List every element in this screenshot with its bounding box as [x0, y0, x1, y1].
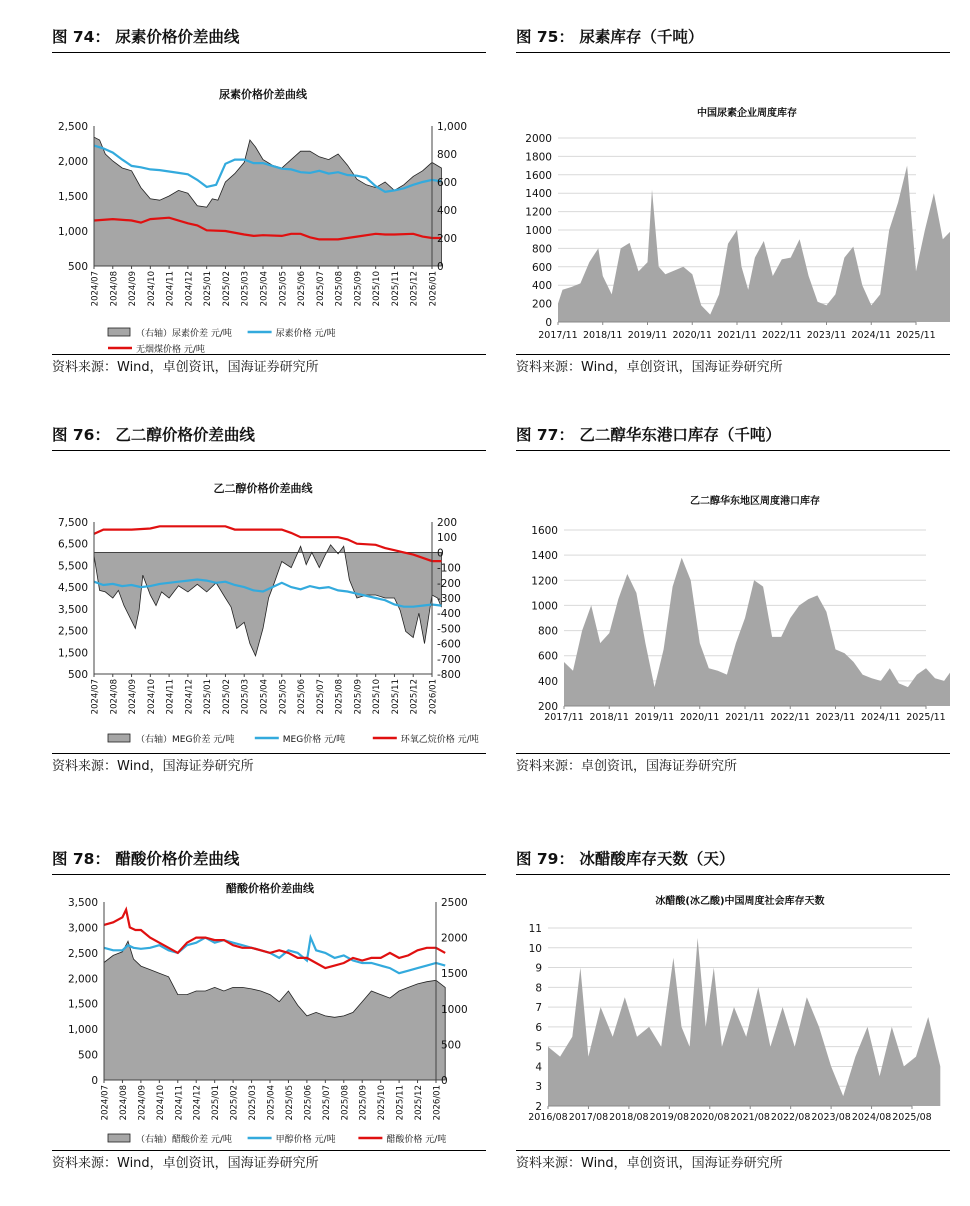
- legend-label-0: （右轴）MEG价差 元/吨: [136, 735, 235, 745]
- y-tick-label: 800: [537, 625, 558, 638]
- x-tick-label: 2020/11: [680, 712, 720, 723]
- x-tick-label: 2018/11: [583, 330, 623, 341]
- y-tick-label: 3: [535, 1081, 542, 1094]
- figure-title: 图 79： 冰醋酸库存天数（天）: [516, 850, 735, 868]
- source-note: 资料来源：Wind，卓创资讯，国海证券研究所: [52, 1156, 319, 1171]
- x-tick-label: 2026/01: [428, 679, 439, 715]
- series-area-0: [94, 545, 441, 656]
- x-tick-label: 2025/07: [321, 1085, 332, 1121]
- chart-title: 尿素价格价差曲线: [219, 88, 307, 101]
- x-tick-label: 2025/10: [372, 271, 383, 307]
- x-tick-label: 2025/12: [409, 271, 420, 307]
- x-tick-label: 2025/07: [315, 679, 326, 715]
- x-tick-label: 2019/11: [634, 712, 675, 723]
- y-right-tick-label: 200: [437, 233, 458, 245]
- y-left-tick-label: 0: [91, 1075, 98, 1087]
- y-left-tick-label: 3,000: [67, 922, 98, 935]
- y-tick-label: 0: [545, 317, 552, 329]
- series-line-2: [104, 910, 445, 969]
- legend-label-1: 甲醇价格 元/吨: [275, 1135, 336, 1145]
- x-tick-label: 2025/09: [353, 679, 364, 715]
- y-left-tick-label: 1,500: [57, 647, 88, 660]
- inventory-chart: [516, 876, 950, 1148]
- y-right-tick-label: 0: [441, 1075, 448, 1087]
- title-rule: [516, 874, 950, 875]
- y-left-tick-label: 1,500: [67, 998, 98, 1011]
- title-rule: [52, 52, 486, 53]
- y-tick-label: 2: [535, 1101, 542, 1113]
- source-note: 资料来源：Wind，国海证券研究所: [52, 759, 254, 774]
- y-tick-label: 10: [528, 942, 542, 955]
- series-area-0: [104, 941, 445, 1080]
- y-right-tick-label: -400: [437, 608, 461, 621]
- x-tick-label: 2023/11: [806, 330, 847, 341]
- x-tick-label: 2025/08: [334, 271, 345, 307]
- x-tick-label: 2024/12: [192, 1085, 203, 1121]
- source-rule: [516, 753, 950, 754]
- x-tick-label: 2024/09: [128, 679, 139, 715]
- figure-title: 图 74： 尿素价格价差曲线: [52, 28, 240, 46]
- x-tick-label: 2025/01: [203, 679, 214, 715]
- x-tick-label: 2025/05: [278, 271, 289, 307]
- x-tick-label: 2019/11: [627, 330, 668, 341]
- y-tick-label: 1000: [531, 600, 558, 613]
- y-tick-label: 200: [531, 298, 552, 311]
- figure-panel-79: [516, 844, 950, 1194]
- figure-panel-77: [516, 420, 950, 780]
- legend-label-2: 无烟煤价格 元/吨: [136, 345, 205, 355]
- x-tick-label: 2020/08: [690, 1112, 730, 1123]
- price-spread-chart: [52, 876, 486, 1148]
- inventory-chart: [516, 456, 950, 756]
- x-tick-label: 2024/07: [90, 679, 101, 715]
- x-tick-label: 2024/08: [109, 271, 120, 307]
- y-right-tick-label: 1000: [441, 1003, 468, 1016]
- x-tick-label: 2024/09: [137, 1085, 148, 1121]
- y-left-tick-label: 3,500: [67, 897, 98, 909]
- legend-swatch-0: [108, 1134, 130, 1142]
- x-tick-label: 2025/03: [248, 1085, 259, 1121]
- x-tick-label: 2025/11: [390, 271, 401, 307]
- legend-label-1: MEG价格 元/吨: [282, 735, 346, 745]
- x-tick-label: 2025/04: [259, 271, 270, 307]
- x-tick-label: 2017/11: [544, 712, 584, 723]
- x-tick-label: 2025/06: [297, 679, 308, 715]
- y-right-tick-label: -300: [437, 593, 461, 605]
- x-tick-label: 2025/11: [395, 1085, 406, 1121]
- y-tick-label: 5: [535, 1041, 542, 1054]
- y-left-tick-label: 3,500: [57, 603, 88, 616]
- y-left-tick-label: 1,000: [57, 226, 88, 238]
- y-left-tick-label: 1,500: [57, 191, 88, 203]
- y-tick-label: 400: [537, 675, 558, 688]
- series-area-0: [94, 137, 441, 266]
- y-right-tick-label: 1,000: [437, 121, 468, 133]
- y-left-tick-label: 7,500: [57, 517, 88, 529]
- y-left-tick-label: 2,500: [67, 947, 98, 960]
- price-spread-chart: [52, 456, 486, 756]
- y-left-tick-label: 500: [77, 1049, 98, 1062]
- x-tick-label: 2025/09: [358, 1085, 369, 1121]
- y-left-tick-label: 2,000: [67, 973, 98, 986]
- x-tick-label: 2021/11: [717, 330, 757, 341]
- legend-label-2: 醋酸价格 元/吨: [386, 1135, 447, 1145]
- x-tick-label: 2023/08: [811, 1112, 851, 1123]
- x-tick-label: 2021/11: [725, 712, 765, 723]
- y-right-tick-label: -800: [437, 669, 461, 681]
- x-tick-label: 2019/08: [649, 1112, 690, 1123]
- title-rule: [52, 450, 486, 451]
- x-tick-label: 2025/11: [390, 679, 401, 715]
- y-right-tick-label: 0: [437, 261, 444, 273]
- legend-label-2: 环氧乙烷价格 元/吨: [400, 735, 479, 745]
- y-tick-label: 7: [535, 1002, 542, 1015]
- x-tick-label: 2018/08: [609, 1112, 649, 1123]
- y-tick-label: 1200: [525, 206, 552, 219]
- y-tick-label: 6: [535, 1021, 542, 1034]
- x-tick-label: 2025/01: [203, 271, 214, 307]
- y-right-tick-label: 800: [437, 149, 458, 161]
- y-right-tick-label: -200: [437, 577, 461, 590]
- x-tick-label: 2025/10: [377, 1085, 388, 1121]
- x-tick-label: 2025/08: [340, 1085, 351, 1121]
- y-tick-label: 800: [531, 243, 552, 256]
- y-right-tick-label: 1500: [441, 968, 468, 981]
- x-tick-label: 2022/11: [770, 712, 810, 723]
- x-tick-label: 2024/09: [128, 271, 139, 307]
- series-area-0: [548, 938, 940, 1106]
- y-right-tick-label: 400: [437, 205, 458, 217]
- x-tick-label: 2024/11: [174, 1085, 185, 1121]
- source-note: 资料来源：Wind，卓创资讯，国海证券研究所: [516, 360, 783, 375]
- x-tick-label: 2025/04: [266, 1085, 277, 1121]
- figure-panel-75: [516, 22, 950, 382]
- y-right-tick-label: -600: [437, 638, 461, 651]
- x-tick-label: 2020/11: [672, 330, 712, 341]
- x-tick-label: 2024/10: [155, 1085, 166, 1121]
- chart-title: 醋酸价格价差曲线: [226, 882, 314, 895]
- x-tick-label: 2017/11: [538, 330, 578, 341]
- x-tick-label: 2025/02: [221, 271, 232, 307]
- source-rule: [516, 354, 950, 355]
- x-tick-label: 2025/02: [221, 679, 232, 715]
- title-rule: [516, 450, 950, 451]
- title-rule: [52, 874, 486, 875]
- y-tick-label: 600: [531, 261, 552, 274]
- y-tick-label: 1600: [531, 525, 558, 537]
- source-note: 资料来源：卓创资讯，国海证券研究所: [516, 759, 738, 774]
- inventory-chart: [516, 58, 950, 358]
- y-right-tick-label: 100: [437, 532, 458, 545]
- x-tick-label: 2024/08: [851, 1112, 892, 1123]
- y-tick-label: 1600: [525, 169, 552, 182]
- x-tick-label: 2024/11: [861, 712, 901, 723]
- legend-label-0: （右轴）醋酸价差 元/吨: [136, 1135, 232, 1145]
- x-tick-label: 2024/10: [146, 271, 157, 307]
- series-area-0: [558, 166, 950, 322]
- y-tick-label: 9: [535, 962, 542, 975]
- figure-title: 图 75： 尿素库存（千吨）: [516, 28, 704, 46]
- y-left-tick-label: 5,500: [57, 560, 88, 573]
- source-note: 资料来源：Wind，卓创资讯，国海证券研究所: [516, 1156, 783, 1171]
- x-tick-label: 2025/01: [211, 1085, 222, 1121]
- y-tick-label: 400: [531, 280, 552, 293]
- y-left-tick-label: 2,500: [57, 121, 88, 133]
- y-right-tick-label: 2500: [441, 897, 468, 909]
- y-tick-label: 200: [537, 701, 558, 713]
- figure-panel-76: [52, 420, 486, 780]
- figure-panel-74: [52, 22, 486, 382]
- x-tick-label: 2024/11: [851, 330, 891, 341]
- source-rule: [516, 1150, 950, 1151]
- y-tick-label: 1400: [531, 550, 558, 563]
- y-left-tick-label: 1,000: [67, 1024, 98, 1037]
- x-tick-label: 2024/11: [165, 679, 176, 715]
- y-tick-label: 1800: [525, 151, 552, 164]
- x-tick-label: 2025/11: [896, 330, 936, 341]
- x-tick-label: 2025/12: [409, 679, 420, 715]
- x-tick-label: 2025/09: [353, 271, 364, 307]
- chart-title: 冰醋酸(冰乙酸)中国周度社会库存天数: [655, 896, 825, 907]
- y-tick-label: 600: [537, 650, 558, 663]
- y-right-tick-label: 0: [437, 547, 444, 560]
- x-tick-label: 2025/08: [334, 679, 345, 715]
- chart-title: 乙二醇华东地区周度港口库存: [690, 496, 820, 507]
- x-tick-label: 2024/07: [90, 271, 101, 307]
- y-left-tick-label: 2,500: [57, 625, 88, 638]
- price-spread-chart: [52, 58, 486, 358]
- y-left-tick-label: 500: [67, 261, 88, 273]
- x-tick-label: 2025/05: [278, 679, 289, 715]
- x-tick-label: 2024/12: [184, 271, 195, 307]
- x-tick-label: 2025/03: [240, 679, 251, 715]
- y-tick-label: 8: [535, 982, 542, 995]
- y-right-tick-label: -100: [437, 562, 461, 575]
- y-tick-label: 2000: [525, 133, 552, 145]
- x-tick-label: 2024/07: [100, 1085, 111, 1121]
- y-left-tick-label: 2,000: [57, 156, 88, 168]
- x-tick-label: 2024/08: [118, 1085, 129, 1121]
- x-tick-label: 2022/08: [770, 1112, 811, 1123]
- y-left-tick-label: 500: [67, 669, 88, 681]
- x-tick-label: 2025/06: [303, 1085, 314, 1121]
- source-rule: [52, 1150, 486, 1151]
- figure-title: 图 76： 乙二醇价格价差曲线: [52, 426, 255, 444]
- chart-title: 乙二醇价格价差曲线: [213, 482, 313, 495]
- x-tick-label: 2017/08: [568, 1112, 609, 1123]
- x-tick-label: 2024/08: [109, 679, 120, 715]
- figure-panel-78: [52, 844, 486, 1194]
- x-tick-label: 2025/05: [284, 1085, 295, 1121]
- x-tick-label: 2025/06: [297, 271, 308, 307]
- y-left-tick-label: 4,500: [57, 582, 88, 595]
- legend-label-0: （右轴）尿素价差 元/吨: [136, 329, 232, 339]
- x-tick-label: 2026/01: [428, 271, 439, 307]
- x-tick-label: 2025/10: [372, 679, 383, 715]
- x-tick-label: 2025/02: [229, 1085, 240, 1121]
- source-note: 资料来源：Wind，卓创资讯，国海证券研究所: [52, 360, 319, 375]
- source-rule: [52, 354, 486, 355]
- legend-swatch-0: [108, 734, 130, 742]
- y-tick-label: 11: [528, 923, 542, 935]
- source-rule: [52, 753, 486, 754]
- x-tick-label: 2023/11: [815, 712, 856, 723]
- x-tick-label: 2025/12: [414, 1085, 425, 1121]
- y-tick-label: 4: [535, 1061, 542, 1074]
- y-right-tick-label: -700: [437, 653, 461, 666]
- y-right-tick-label: 500: [441, 1039, 462, 1052]
- y-right-tick-label: 600: [437, 177, 458, 189]
- x-tick-label: 2026/01: [432, 1085, 443, 1121]
- legend-label-1: 尿素价格 元/吨: [275, 329, 336, 339]
- y-right-tick-label: -500: [437, 623, 461, 636]
- x-tick-label: 2025/03: [240, 271, 251, 307]
- y-tick-label: 1200: [531, 575, 558, 588]
- x-tick-label: 2025/11: [906, 712, 946, 723]
- x-tick-label: 2018/11: [589, 712, 629, 723]
- x-tick-label: 2022/11: [762, 330, 802, 341]
- x-tick-label: 2024/11: [165, 271, 176, 307]
- title-rule: [516, 52, 950, 53]
- legend-swatch-0: [108, 328, 130, 336]
- x-tick-label: 2016/08: [528, 1112, 568, 1123]
- x-tick-label: 2024/12: [184, 679, 195, 715]
- y-tick-label: 1000: [525, 225, 552, 237]
- chart-title: 中国尿素企业周度库存: [697, 108, 797, 119]
- x-tick-label: 2025/08: [892, 1112, 932, 1123]
- figure-title: 图 78： 醋酸价格价差曲线: [52, 850, 240, 868]
- x-tick-label: 2024/10: [146, 679, 157, 715]
- figure-title: 图 77： 乙二醇华东港口库存（千吨）: [516, 426, 781, 444]
- y-tick-label: 1400: [525, 188, 552, 201]
- y-right-tick-label: 200: [437, 517, 458, 529]
- x-tick-label: 2021/08: [730, 1112, 770, 1123]
- x-tick-label: 2025/07: [315, 271, 326, 307]
- y-left-tick-label: 6,500: [57, 538, 88, 551]
- y-right-tick-label: 2000: [441, 932, 468, 945]
- x-tick-label: 2025/04: [259, 679, 270, 715]
